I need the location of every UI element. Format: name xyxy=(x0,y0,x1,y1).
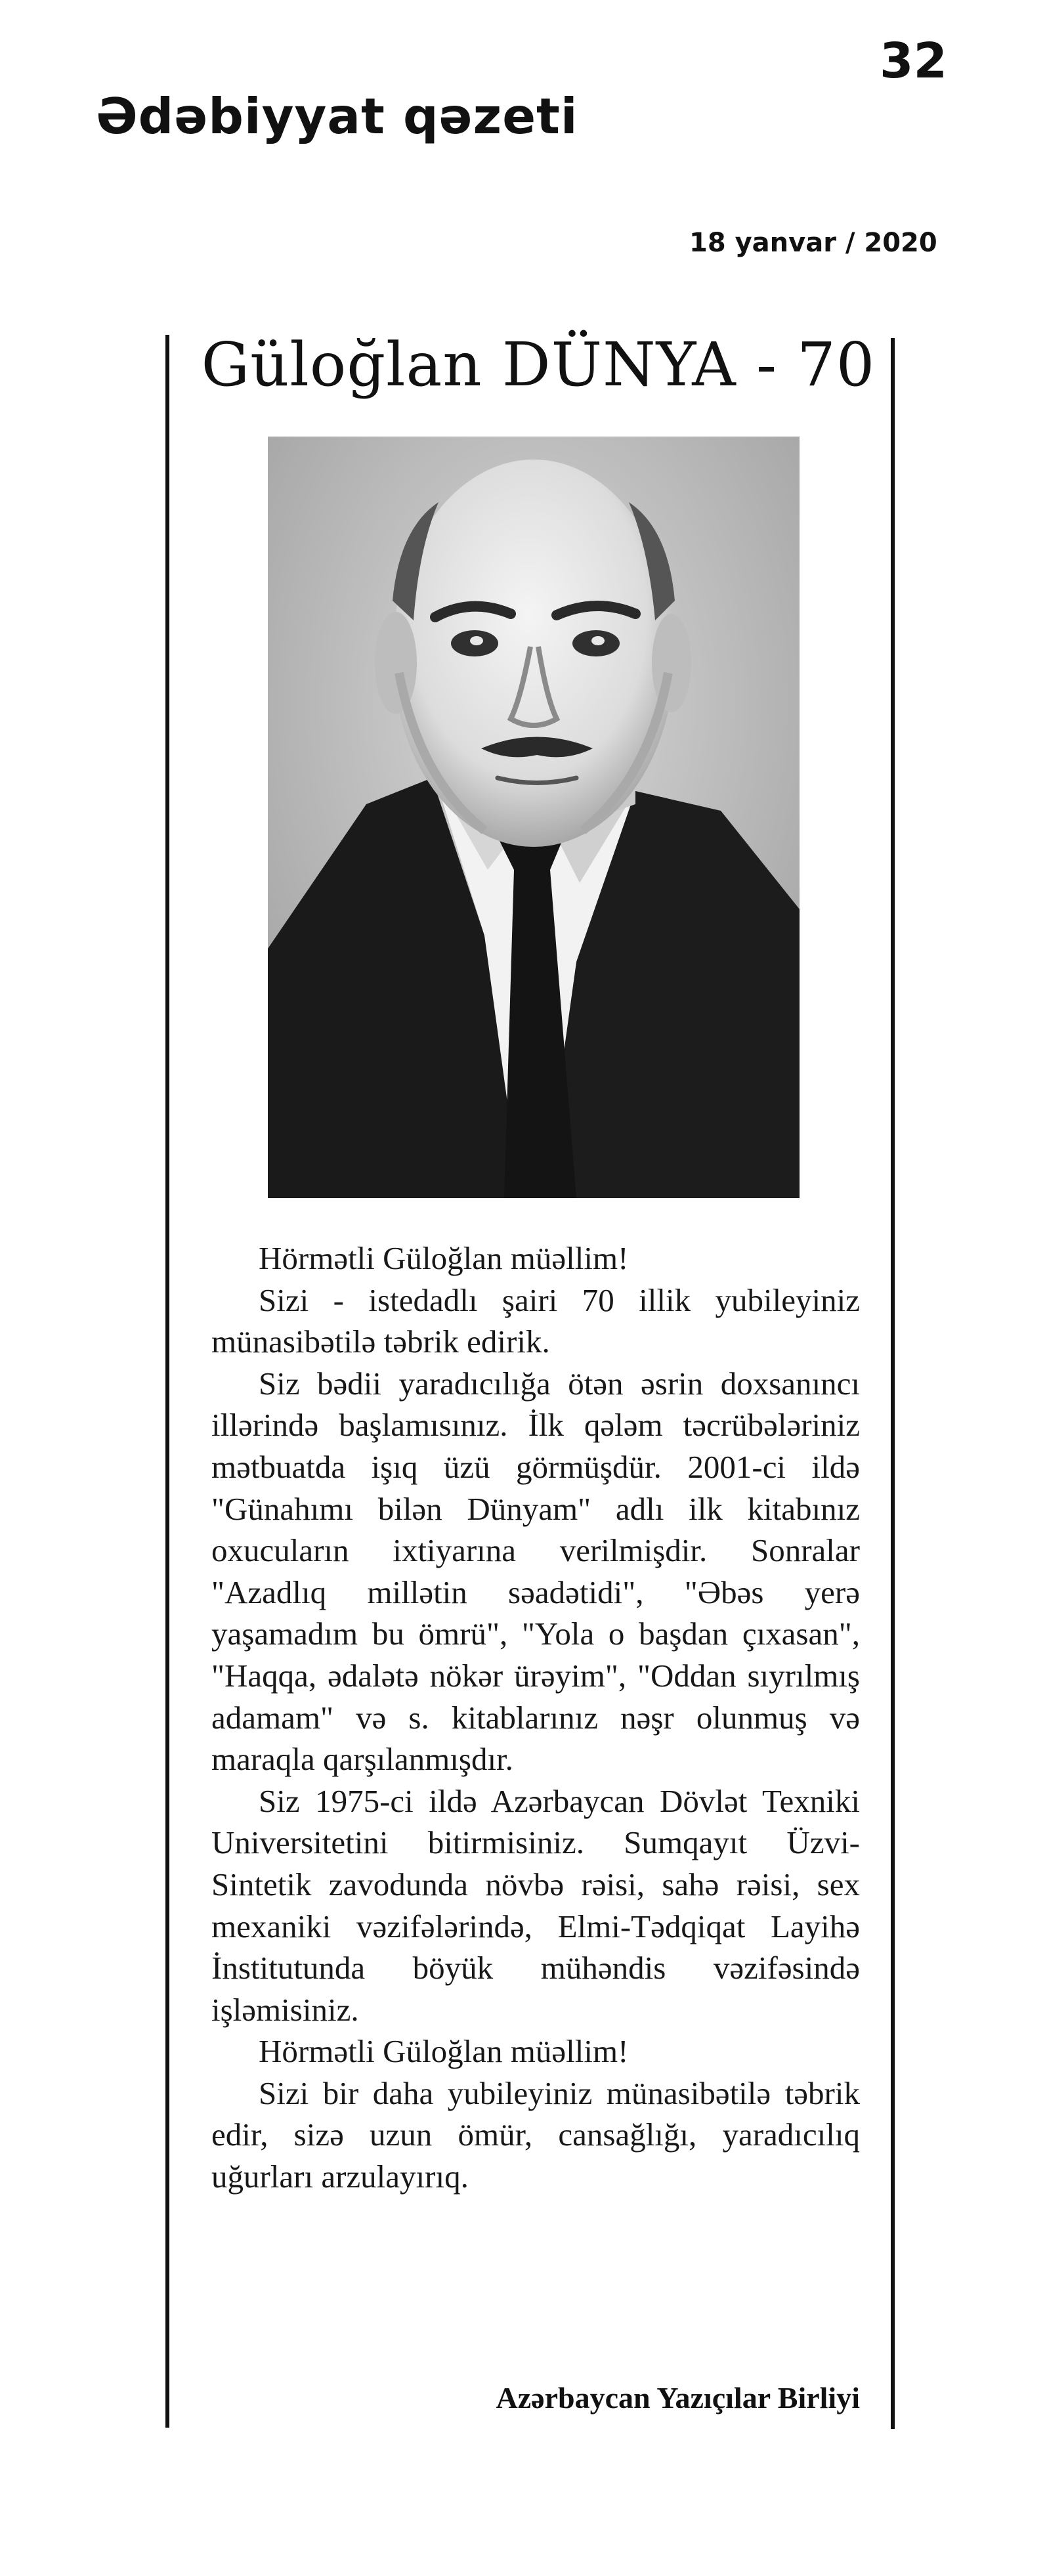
portrait-photo xyxy=(268,437,800,1198)
body-paragraph: Siz bədii yaradıcılığa ötən əsrin doxsanıncı illərində başlamısınız. İlk qələm təcrübələriniz mətbuatda işıq üzü görmüşdür. 2001-ci ildə "Günahımı bilən Dünyam" adlı ilk kitabınız oxucuların ixtiyarına verilmişdir. Sonralar "Azadlıq millətin səadətidi", "Əbəs yerə yaşamadım bu ömrü", "Yola o başdan çıxasan", "Haqqa, ədalətə nökər ürəyim", "Oddan sıyrılmış adamam" və s. kitablarınız nəşr olunmuş və maraqla qarşılanmışdır. xyxy=(211,1365,860,1778)
body-paragraph: Sizi - istedadlı şairi 70 illik yubileyiniz münasibətilə təbrik edirik. xyxy=(211,1281,860,1360)
signature: Azərbaycan Yazıçılar Birliyi xyxy=(496,2381,860,2415)
article-body xyxy=(211,1237,860,2198)
page-number: 32 xyxy=(880,33,947,89)
column-rule-right xyxy=(891,338,895,2429)
article-title: Güloğlan DÜNYA - 70 xyxy=(201,330,876,400)
column-rule-left xyxy=(165,335,169,2428)
greeting-paragraph: Hörmətli Güloğlan müəllim! xyxy=(259,1240,629,1276)
body-paragraph: Siz 1975-ci ildə Azərbaycan Dövlət Texniki Universitetini bitirmisiniz. Sumqayıt Üzvi-Sintetik zavodunda növbə rəisi, sahə rəisi, sex mexaniki vəzifələrində, Elmi-Tədqiqat Layihə İnstitutunda böyük mühəndis vəzifəsində işləmisiniz. xyxy=(211,1782,860,2028)
issue-date: 18 yanvar / 2020 xyxy=(689,228,937,258)
body-paragraph: Sizi bir daha yubileyiniz münasibətilə təbrik edir, sizə uzun ömür, cansağlığı, yaradıcılıq uğurları arzulayırıq. xyxy=(211,2074,860,2195)
newspaper-title: Ədəbiyyat qəzeti xyxy=(96,87,578,145)
greeting-paragraph: Hörmətli Güloğlan müəllim! xyxy=(259,2033,629,2070)
